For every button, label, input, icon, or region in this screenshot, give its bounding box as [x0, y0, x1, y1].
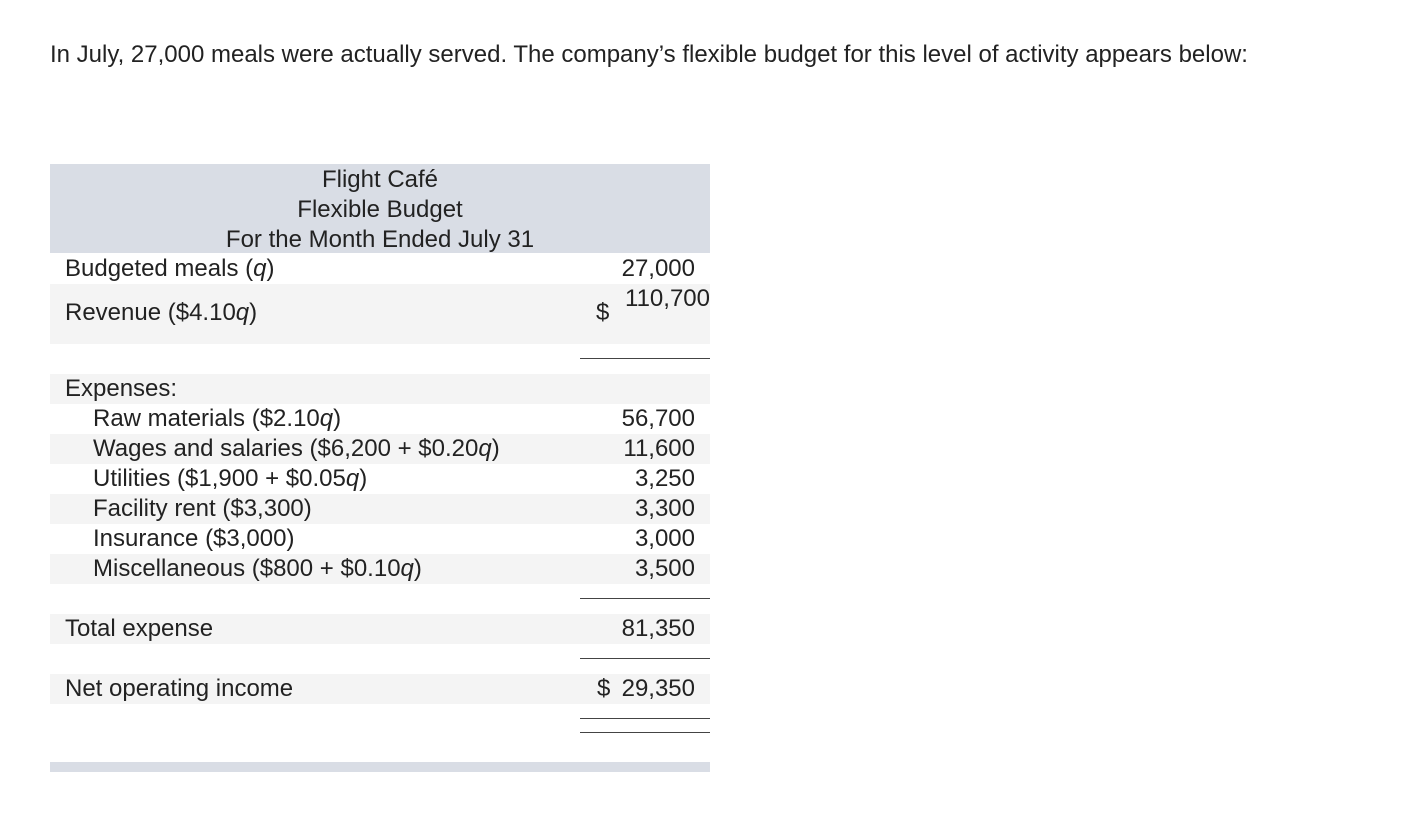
expense-raw-materials-label: Raw materials ($2.10q) [93, 405, 342, 432]
revenue-label: Revenue ($4.10q) [65, 299, 258, 326]
revenue-underline [580, 358, 710, 359]
expenses-heading: Expenses: [65, 375, 178, 402]
expense-utilities-label: Utilities ($1,900 + $0.05q) [93, 465, 368, 492]
total-expense-label: Total expense [65, 615, 214, 642]
expense-raw-materials-value: 56,700 [621, 405, 695, 432]
expense-wages-value: 11,600 [623, 435, 695, 462]
net-operating-income-value: 29,350 [621, 675, 695, 702]
expense-facility-rent-value: 3,300 [634, 495, 695, 522]
company-name: Flight Café [321, 166, 439, 193]
table-bottom-bar [50, 762, 710, 772]
expense-miscellaneous-label: Miscellaneous ($800 + $0.10q) [93, 555, 422, 582]
expense-miscellaneous-value: 3,500 [634, 555, 695, 582]
net-income-double-underline-bottom [580, 732, 710, 733]
total-expense-underline [580, 658, 710, 659]
expense-insurance-value: 3,000 [634, 525, 695, 552]
revenue-currency-symbol: $ [596, 299, 610, 326]
problem-intro-text: In July, 27,000 meals were actually served. The company’s flexible budget for this level of activity appears below: [50, 41, 1248, 68]
net-operating-income-currency-symbol: $ [597, 675, 611, 702]
revenue-value: 110,700 [625, 285, 710, 312]
expenses-underline [580, 598, 710, 599]
budgeted-meals-value: 27,000 [621, 255, 695, 282]
budgeted-meals-label: Budgeted meals (q) [65, 255, 275, 282]
statement-period: For the Month Ended July 31 [225, 226, 535, 253]
flexible-budget-table [50, 164, 710, 774]
total-expense-value: 81,350 [621, 615, 695, 642]
net-operating-income-label: Net operating income [65, 675, 294, 702]
net-income-double-underline-top [580, 718, 710, 719]
expense-facility-rent-label: Facility rent ($3,300) [93, 495, 312, 522]
expense-wages-label: Wages and salaries ($6,200 + $0.20q) [93, 435, 500, 462]
expense-utilities-value: 3,250 [634, 465, 695, 492]
statement-title: Flexible Budget [297, 196, 463, 223]
expense-insurance-label: Insurance ($3,000) [93, 525, 295, 552]
